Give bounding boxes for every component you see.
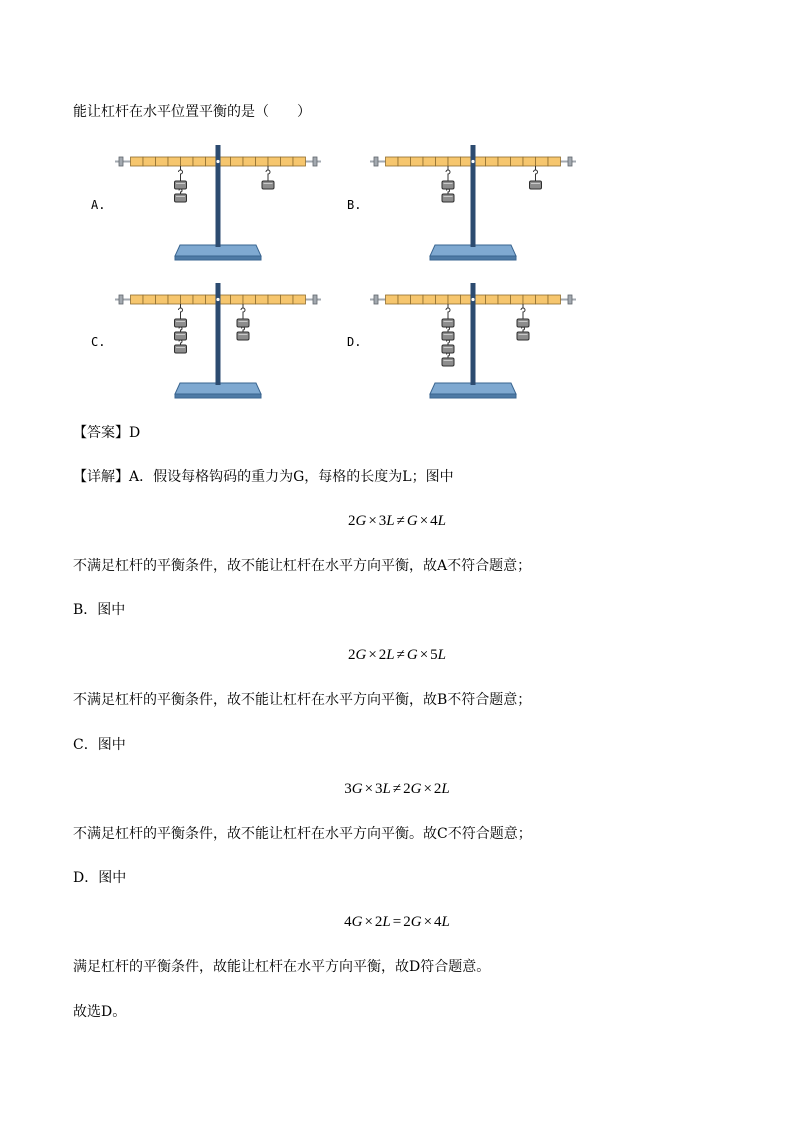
lever-cell xyxy=(536,295,549,304)
lever-cell xyxy=(131,295,144,304)
math-variable: L xyxy=(441,781,450,797)
lever-cell xyxy=(436,157,449,166)
lever-cell xyxy=(231,157,244,166)
lever-cell xyxy=(411,295,424,304)
hook-weight-left xyxy=(175,332,187,340)
weight-hook-right xyxy=(242,327,245,332)
math-number: 2 xyxy=(347,647,356,663)
lever-diagram-c xyxy=(113,281,323,401)
conclusion-c: 不满足杠杆的平衡条件，故不能让杠杆在水平方向平衡。故C不符合题意； xyxy=(73,826,532,842)
math-operator: × xyxy=(423,781,432,797)
hook-weight-left xyxy=(175,181,187,189)
question-stem: 能让杠杆在水平位置平衡的是（ ） xyxy=(73,104,311,120)
lever-cell xyxy=(143,157,156,166)
math-variable: L xyxy=(386,513,395,529)
lever-cell xyxy=(231,295,244,304)
lever-cell xyxy=(411,157,424,166)
hook-weight-right xyxy=(262,181,274,189)
lever-cell xyxy=(256,295,269,304)
lever-cell xyxy=(193,295,206,304)
lever-cell xyxy=(256,157,269,166)
lever-cell xyxy=(498,157,511,166)
math-variable: G xyxy=(355,647,367,663)
math-operator: = xyxy=(392,914,402,930)
weight-hook-right xyxy=(266,166,270,181)
hook-weight-right xyxy=(517,319,529,327)
balance-nut-right xyxy=(568,295,572,304)
weight-hook-left xyxy=(447,353,450,358)
math-variable: G xyxy=(406,647,418,663)
lever-cell xyxy=(548,157,561,166)
balance-nut-right xyxy=(313,157,317,166)
math-operator: × xyxy=(419,513,429,529)
hook-weight-right xyxy=(237,319,249,327)
math-operator: × xyxy=(364,781,374,797)
lever-cell xyxy=(156,157,169,166)
math-number: 2 xyxy=(374,914,383,930)
lever-cell xyxy=(548,295,561,304)
hook-weight-left xyxy=(442,194,454,202)
math-operator: × xyxy=(419,647,429,663)
lever-cell xyxy=(243,157,256,166)
lever-diagram-d xyxy=(368,281,578,401)
math-variable: G xyxy=(410,781,422,797)
weight-hook-left xyxy=(179,189,182,194)
weight-hook-left xyxy=(446,304,450,319)
hook-weight-left xyxy=(442,345,454,353)
math-number: 3 xyxy=(375,781,383,797)
math-number: 2 xyxy=(403,914,411,930)
hook-weight-right xyxy=(237,332,249,340)
math-variable: L xyxy=(437,647,447,663)
math-operator: × xyxy=(423,914,433,930)
balance-nut-left xyxy=(119,295,123,304)
lever-diagram-a xyxy=(113,143,323,263)
step-heading-b: B．图中 xyxy=(73,602,126,618)
math-variable: L xyxy=(386,647,395,663)
lever-pivot xyxy=(216,160,219,163)
lever-cell xyxy=(398,295,411,304)
lever-diagram-b xyxy=(368,143,578,263)
weight-hook-left xyxy=(179,327,182,332)
option-label-a: A. xyxy=(91,198,106,212)
lever-cell xyxy=(511,157,524,166)
lever-cell xyxy=(398,157,411,166)
hook-weight-left xyxy=(442,319,454,327)
lever-cell xyxy=(523,295,536,304)
lever-cell xyxy=(293,157,306,166)
hook-weight-left xyxy=(175,345,187,353)
lever-cell xyxy=(523,157,536,166)
lever-cell xyxy=(143,295,156,304)
math-variable: G xyxy=(410,914,422,930)
math-variable: G xyxy=(351,781,363,797)
lever-pivot xyxy=(471,298,474,301)
math-number: 2 xyxy=(347,513,356,529)
weight-hook-right xyxy=(241,304,245,319)
lever-cell xyxy=(181,157,194,166)
lever-cell xyxy=(243,295,256,304)
math-operator: ≠ xyxy=(396,647,405,663)
stand-base-front xyxy=(175,394,261,398)
lever-cell xyxy=(193,157,206,166)
weight-hook-left xyxy=(179,304,183,319)
lever-cell xyxy=(168,295,181,304)
lever-pivot xyxy=(471,160,474,163)
hook-weight-right xyxy=(517,332,529,340)
math-number: 2 xyxy=(433,781,442,797)
explanation-intro: 【详解】A．假设每格钩码的重力为G，每格的长度为L；图中 xyxy=(73,469,454,485)
conclusion-d: 满足杠杆的平衡条件，故能让杠杆在水平方向平衡，故D符合题意。 xyxy=(73,959,491,975)
balance-nut-left xyxy=(374,295,378,304)
math-number: 3 xyxy=(378,513,387,529)
option-label-d: D. xyxy=(347,335,362,349)
lever-cell xyxy=(498,295,511,304)
math-number: 5 xyxy=(430,647,438,663)
weight-hook-right xyxy=(521,304,525,319)
math-variable: L xyxy=(382,781,391,797)
math-operator: × xyxy=(364,914,373,930)
lever-cell xyxy=(181,295,194,304)
stand-base-front xyxy=(430,394,516,398)
lever-cell xyxy=(386,157,399,166)
lever-cell xyxy=(436,295,449,304)
math-variable: L xyxy=(441,914,450,930)
lever-cell xyxy=(536,157,549,166)
math-number: 4 xyxy=(434,914,442,930)
weight-hook-left xyxy=(446,166,450,181)
option-label-b: B. xyxy=(347,198,362,212)
weight-hook-left xyxy=(447,340,450,345)
lever-cell xyxy=(268,295,281,304)
math-operator: × xyxy=(368,647,377,663)
weight-hook-right xyxy=(534,166,538,181)
lever-cell xyxy=(486,157,499,166)
math-variable: G xyxy=(406,513,418,529)
formula-d xyxy=(0,912,794,932)
answer-line: 【答案】D xyxy=(73,425,141,441)
lever-cell xyxy=(511,295,524,304)
lever-cell xyxy=(156,295,169,304)
hook-weight-left xyxy=(442,358,454,366)
stand-base-front xyxy=(430,256,516,260)
hook-weight-left xyxy=(175,194,187,202)
lever-cell xyxy=(281,157,294,166)
conclusion-b: 不满足杠杆的平衡条件，故不能让杠杆在水平方向平衡，故B不符合题意； xyxy=(73,692,532,708)
weight-hook-left xyxy=(447,327,450,332)
weight-hook-left xyxy=(447,189,450,194)
math-variable: G xyxy=(355,513,367,529)
math-number: 2 xyxy=(403,781,411,797)
lever-cell xyxy=(168,157,181,166)
balance-nut-right xyxy=(568,157,572,166)
formula-b xyxy=(0,645,794,665)
lever-cell xyxy=(268,157,281,166)
final-answer: 故选D。 xyxy=(73,1004,127,1020)
weight-hook-right xyxy=(522,327,525,332)
lever-pivot xyxy=(216,298,219,301)
lever-cell xyxy=(486,295,499,304)
hook-weight-left xyxy=(442,181,454,189)
lever-cell xyxy=(293,295,306,304)
weight-hook-left xyxy=(179,166,183,181)
math-operator: ≠ xyxy=(392,781,402,797)
math-operator: × xyxy=(368,513,377,529)
balance-nut-left xyxy=(374,157,378,166)
math-variable: L xyxy=(382,914,391,930)
conclusion-a: 不满足杠杆的平衡条件，故不能让杠杆在水平方向平衡，故A不符合题意； xyxy=(73,558,532,574)
math-number: 4 xyxy=(344,914,352,930)
math-number: 4 xyxy=(430,513,438,529)
lever-cell xyxy=(423,295,436,304)
step-heading-d: D．图中 xyxy=(73,870,127,886)
math-variable: L xyxy=(437,513,447,529)
formula-c xyxy=(0,779,794,799)
formula-a xyxy=(0,511,794,531)
option-label-c: C. xyxy=(91,335,106,349)
weight-hook-left xyxy=(179,340,182,345)
lever-cell xyxy=(281,295,294,304)
hook-weight-left xyxy=(175,319,187,327)
step-heading-c: C．图中 xyxy=(73,737,126,753)
balance-nut-right xyxy=(313,295,317,304)
lever-cell xyxy=(131,157,144,166)
hook-weight-right xyxy=(530,181,542,189)
math-number: 2 xyxy=(378,647,387,663)
balance-nut-left xyxy=(119,157,123,166)
stand-base-front xyxy=(175,256,261,260)
math-number: 3 xyxy=(344,781,352,797)
lever-cell xyxy=(423,157,436,166)
lever-cell xyxy=(448,295,461,304)
lever-cell xyxy=(448,157,461,166)
math-variable: G xyxy=(351,914,363,930)
lever-cell xyxy=(386,295,399,304)
hook-weight-left xyxy=(442,332,454,340)
math-operator: ≠ xyxy=(396,513,405,529)
